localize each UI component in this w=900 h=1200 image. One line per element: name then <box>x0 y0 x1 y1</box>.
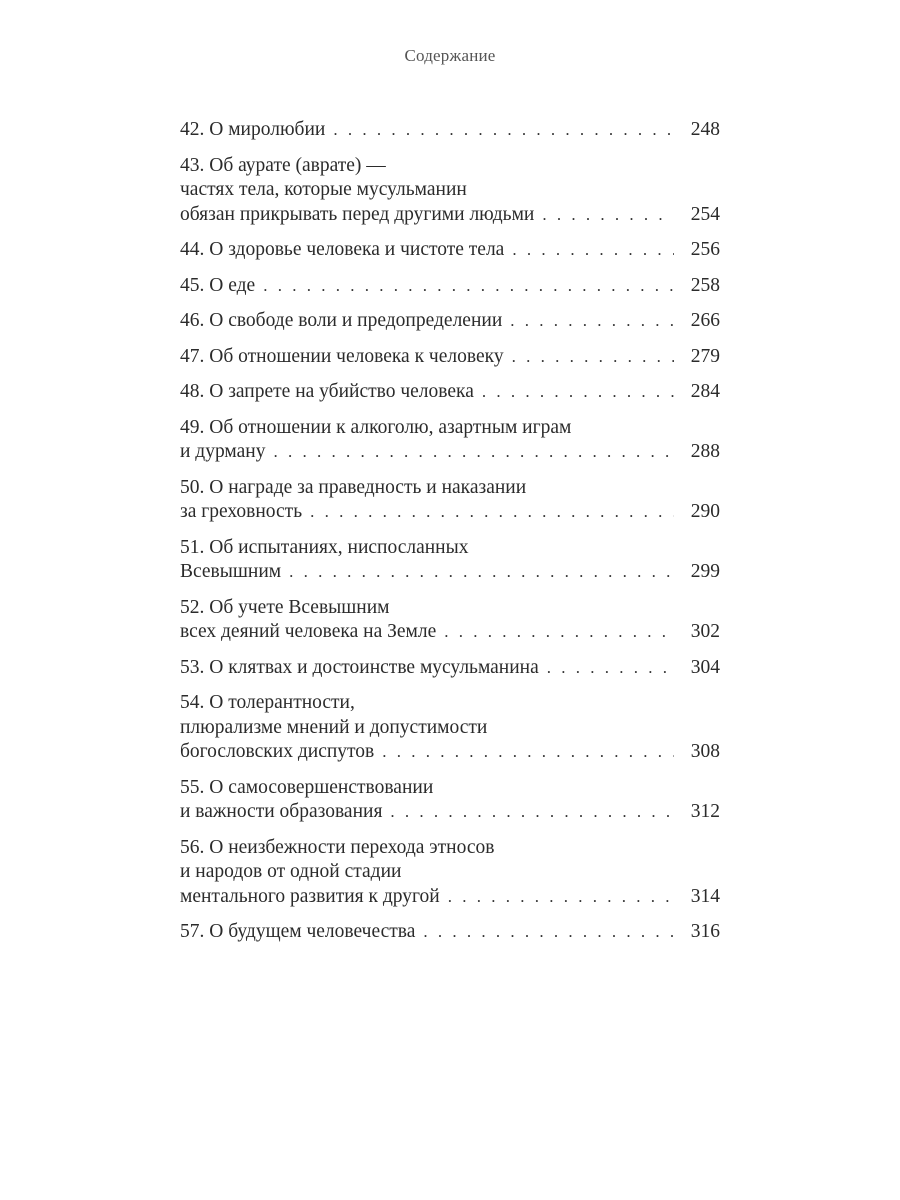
toc-entry-last-line <box>180 238 720 263</box>
page-number: 248 <box>690 119 720 140</box>
toc-entry-46[interactable] <box>180 309 720 334</box>
page-number: 288 <box>690 441 720 462</box>
toc-entry-title-line: 55. О самосовершенствовании <box>180 776 434 798</box>
dot-leader <box>510 309 674 334</box>
dot-leader <box>382 740 674 765</box>
page-number: 316 <box>690 921 720 942</box>
toc-entry-title: за греховность <box>180 501 303 522</box>
toc-entry-44[interactable] <box>180 238 720 263</box>
page-number: 256 <box>690 239 720 260</box>
dot-leader <box>547 656 674 681</box>
dot-leader <box>273 440 674 465</box>
toc-entry-title: 47. Об отношении человека к человеку <box>180 345 504 367</box>
toc-entry-last-line <box>180 740 720 765</box>
toc-entry-title: 57. О будущем человечества <box>180 921 416 942</box>
toc-entry-title-line: и народов от одной стадии <box>180 861 402 882</box>
dot-leader <box>333 118 674 143</box>
table-of-contents <box>180 118 720 956</box>
dot-leader <box>390 800 674 825</box>
toc-entry-45[interactable] <box>180 274 720 299</box>
toc-entry-48[interactable] <box>180 380 720 405</box>
toc-entry-title: Всевышним <box>180 561 282 582</box>
page-number: 279 <box>690 345 720 367</box>
page-number: 290 <box>690 501 720 522</box>
toc-entry-title: 48. О запрете на убийство человека <box>180 381 474 402</box>
page-number: 308 <box>690 741 720 762</box>
dot-leader <box>310 500 674 525</box>
dot-leader <box>542 203 674 228</box>
toc-entry-50[interactable] <box>180 476 720 525</box>
toc-entry-last-line <box>180 500 720 525</box>
dot-leader <box>444 620 674 645</box>
toc-entry-last-line <box>180 440 720 465</box>
dot-leader <box>423 920 674 945</box>
toc-entry-42[interactable] <box>180 118 720 143</box>
toc-entry-title: 53. О клятвах и достоинстве мусульманина <box>180 656 539 678</box>
toc-entry-last-line <box>180 345 720 370</box>
dot-leader <box>512 238 674 263</box>
toc-entry-title: богословских диспутов <box>180 741 375 762</box>
toc-entry-last-line <box>180 560 720 585</box>
toc-entry-52[interactable] <box>180 596 720 645</box>
dot-leader <box>448 885 674 910</box>
toc-entry-49[interactable] <box>180 416 720 465</box>
page-number: 284 <box>690 381 720 402</box>
page-number: 258 <box>690 274 720 296</box>
toc-entry-title: 42. О миролюбии <box>180 119 326 140</box>
toc-entry-43[interactable] <box>180 154 720 228</box>
page-number: 304 <box>690 656 720 678</box>
toc-entry-last-line <box>180 118 720 143</box>
toc-entry-title: и важности образования <box>180 801 383 822</box>
toc-entry-last-line <box>180 620 720 645</box>
dot-leader <box>289 560 674 585</box>
toc-entry-last-line <box>180 920 720 945</box>
toc-entry-56[interactable] <box>180 836 720 910</box>
page-number: 254 <box>690 203 720 225</box>
page-number: 266 <box>690 310 720 331</box>
toc-entry-title-line: 56. О неизбежности перехода этносов <box>180 836 495 858</box>
toc-entry-47[interactable] <box>180 345 720 370</box>
toc-entry-57[interactable] <box>180 920 720 945</box>
toc-entry-title-line: частях тела, которые мусульманин <box>180 179 467 200</box>
toc-entry-title-line: 43. Об аурате (аврате) — <box>180 154 386 176</box>
toc-entry-title-line: 51. Об испытаниях, ниспосланных <box>180 536 469 558</box>
toc-entry-last-line <box>180 309 720 334</box>
toc-entry-title-line: 54. О толерантности, <box>180 692 355 713</box>
dot-leader <box>512 345 674 370</box>
page-number: 302 <box>690 621 720 642</box>
dot-leader <box>482 380 674 405</box>
running-header: Содержание <box>404 46 496 65</box>
toc-entry-55[interactable] <box>180 776 720 825</box>
toc-entry-title-line: 49. Об отношении к алкоголю, азартным играм <box>180 416 572 438</box>
toc-entry-title: всех деяний человека на Земле <box>180 621 437 642</box>
toc-entry-title: 44. О здоровье человека и чистоте тела <box>180 239 505 260</box>
page-number: 314 <box>690 885 720 907</box>
toc-entry-54[interactable] <box>180 691 720 765</box>
page-number: 312 <box>690 801 720 822</box>
toc-entry-last-line <box>180 203 720 228</box>
toc-entry-title-line: 50. О награде за праведность и наказании <box>180 476 527 498</box>
dot-leader <box>263 274 674 299</box>
toc-entry-51[interactable] <box>180 536 720 585</box>
toc-entry-title: 46. О свободе воли и предопределении <box>180 310 503 331</box>
toc-entry-title-line: плюрализме мнений и допустимости <box>180 716 488 738</box>
toc-entry-title: обязан прикрывать перед другими людьми <box>180 203 535 225</box>
toc-entry-last-line <box>180 800 720 825</box>
toc-entry-last-line <box>180 274 720 299</box>
toc-entry-last-line <box>180 885 720 910</box>
toc-entry-last-line <box>180 656 720 681</box>
toc-entry-title: ментального развития к другой <box>180 885 440 907</box>
toc-entry-53[interactable] <box>180 656 720 681</box>
toc-entry-title: и дурману <box>180 441 266 462</box>
toc-entry-title-line: 52. Об учете Всевышним <box>180 596 390 618</box>
toc-entry-last-line <box>180 380 720 405</box>
page-number: 299 <box>690 561 720 582</box>
toc-entry-title: 45. О еде <box>180 274 256 296</box>
